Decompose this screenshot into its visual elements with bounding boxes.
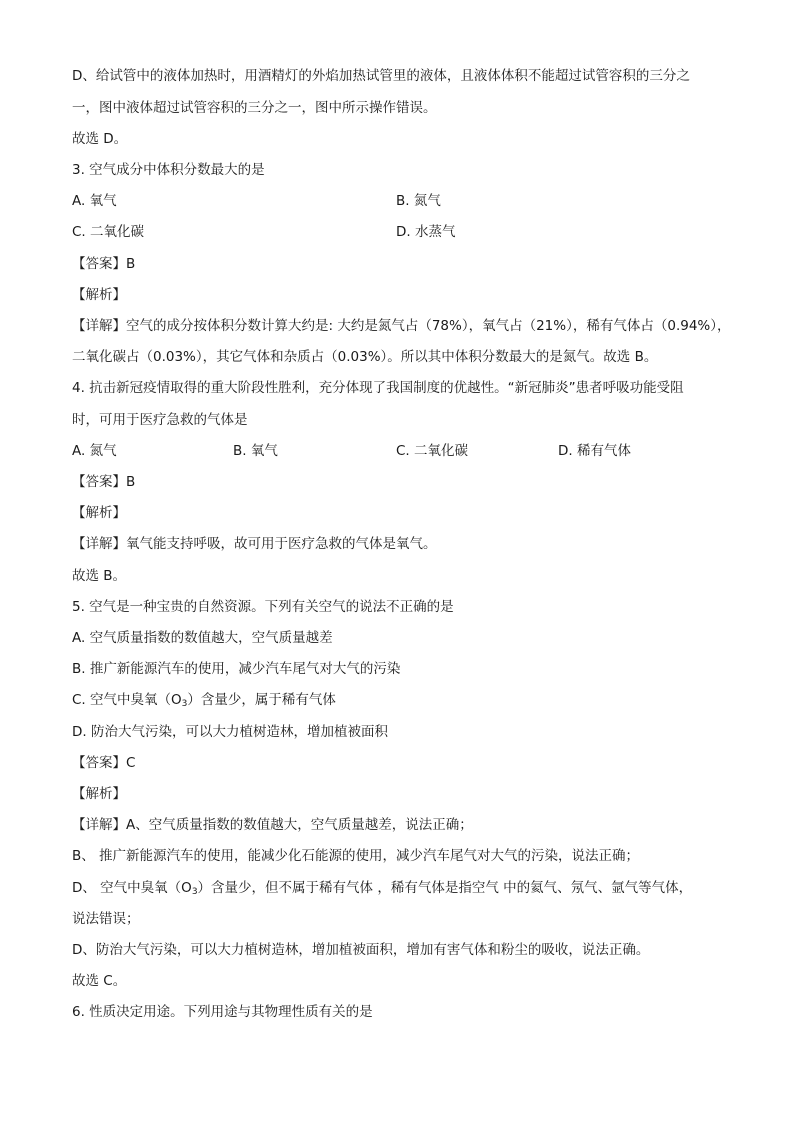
q5-option-c-post: ）含量少，属于稀有气体 xyxy=(187,692,336,708)
q5-conclusion: 故选 C。 xyxy=(72,973,127,989)
q6-stem: 6. 性质决定用途。下列用途与其物理性质有关的是 xyxy=(72,1004,373,1020)
q5-option-c-pre: C. 空气中臭氧（O xyxy=(72,692,182,708)
q4-detail: 【详解】氧气能支持呼吸，故可用于医疗急救的气体是氧气。 xyxy=(72,536,437,552)
q2-conclusion: 故选 D。 xyxy=(72,131,128,147)
q3-analysis: 【解析】 xyxy=(72,287,126,303)
q5-option-b: B. 推广新能源汽车的使用，减少汽车尾气对大气的污染 xyxy=(72,661,401,677)
q4-option-d: D. 稀有气体 xyxy=(558,443,631,459)
q5-analysis: 【解析】 xyxy=(72,786,126,802)
q4-conclusion: 故选 B。 xyxy=(72,568,127,584)
q5-option-c xyxy=(72,690,336,710)
q3-option-c: C. 二氧化碳 xyxy=(72,224,145,240)
q5-option-d: D. 防治大气污染，可以大力植树造林，增加植被面积 xyxy=(72,724,388,740)
q5-detail-b: B、 推广新能源汽车的使用，能减少化石能源的使用，减少汽车尾气对大气的污染，说法正确； xyxy=(72,848,640,864)
q5-detail-c-pre: D、 空气中臭氧（O xyxy=(72,880,192,896)
q3-option-a: A. 氧气 xyxy=(72,193,117,209)
q5-option-c-subscript: 3 xyxy=(181,699,188,709)
q5-detail-d: D、防治大气污染，可以大力植树造林，增加植被面积，增加有害气体和粉尘的吸收，说法正确。 xyxy=(72,942,650,958)
q4-answer: 【答案】B xyxy=(72,474,136,490)
q4-option-c: C. 二氧化碳 xyxy=(396,443,469,459)
q5-answer: 【答案】C xyxy=(72,755,136,771)
q3-stem: 3. 空气成分中体积分数最大的是 xyxy=(72,162,265,178)
q4-stem-line2: 时，可用于医疗急救的气体是 xyxy=(72,412,248,428)
q5-detail-c-line2: 说法错误； xyxy=(72,911,140,927)
q5-detail-a: 【详解】A、空气质量指数的数值越大，空气质量越差，说法正确； xyxy=(72,817,473,833)
q4-stem-line1: 4. 抗击新冠疫情取得的重大阶段性胜利，充分体现了我国制度的优越性。“新冠肺炎”患者呼吸功能受阻 xyxy=(72,380,684,396)
q2-option-d-line1: D、给试管中的液体加热时，用酒精灯的外焰加热试管里的液体，且液体体积不能超过试管容积的三分之 xyxy=(72,68,690,84)
q2-option-d-line2: 一，图中液体超过试管容积的三分之一，图中所示操作错误。 xyxy=(72,100,437,116)
q5-detail-c xyxy=(72,878,692,898)
q3-option-d: D. 水蒸气 xyxy=(396,224,456,240)
q4-analysis: 【解析】 xyxy=(72,505,126,521)
q5-detail-c-post: ）含量少，但不属于稀有气体 ，稀有气体是指空气 中的氦气、氖气、氩气等气体， xyxy=(197,880,693,896)
q5-option-a: A. 空气质量指数的数值越大，空气质量越差 xyxy=(72,630,333,646)
q3-detail-line1: 【详解】空气的成分按体积分数计算大约是: 大约是氮气占（78%），氧气占（21%），稀有气体占（0.94%）， xyxy=(72,318,731,334)
q3-option-b: B. 氮气 xyxy=(396,193,441,209)
q3-detail-line2: 二氧化碳占（0.03%），其它气体和杂质占（0.03%）。所以其中体积分数最大的是氮气。故选 B。 xyxy=(72,349,658,365)
q5-stem: 5. 空气是一种宝贵的自然资源。下列有关空气的说法不正确的是 xyxy=(72,599,454,615)
q3-answer: 【答案】B xyxy=(72,256,136,272)
q4-option-a: A. 氮气 xyxy=(72,443,117,459)
q4-option-b: B. 氧气 xyxy=(233,443,278,459)
q5-detail-c-subscript: 3 xyxy=(191,887,198,897)
